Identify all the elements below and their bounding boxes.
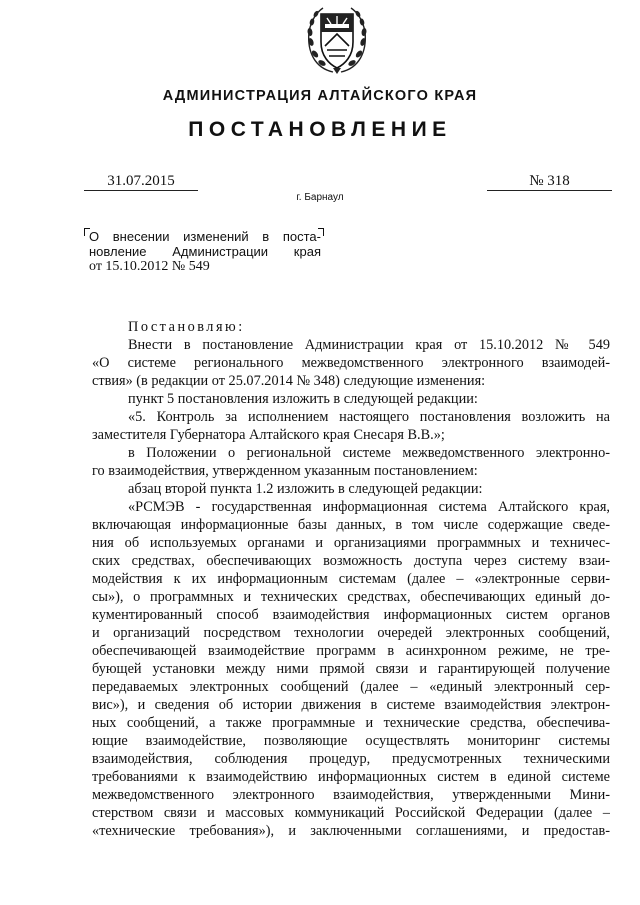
body-line: заместителя Губернатора Алтайского края Снесаря В.В.»;: [92, 427, 445, 444]
body-line: и организаций посредством технологии очередей электронных сообщений,: [92, 625, 610, 642]
body-line: «РСМЭВ - государственная информационная система Алтайского края,: [128, 499, 610, 516]
body-line: абзац второй пункта 1.2 изложить в следующей редакции:: [128, 481, 483, 498]
body-line: ющие взаимодействие, позволяющие осуществлять мониторинг системы: [92, 733, 610, 750]
body-line: Внести в постановление Администрации края от 15.10.2012 № 549: [128, 337, 610, 354]
subject-line: О внесении изменений в поста-: [89, 229, 321, 244]
body-line: го взаимодействия, утвержденном указанным постановлением:: [92, 463, 478, 480]
document-type: ПОСТАНОВЛЕНИЕ: [188, 118, 452, 141]
body-line: модействия к их информационным системам (далее – «электронные серви-: [92, 571, 610, 588]
body-line: включающая информационные базы данных, в том числе содержащие сведе-: [92, 517, 610, 534]
body-line: Постановляю:: [128, 319, 245, 335]
altai-coat-of-arms-icon: [303, 2, 371, 76]
body-line: «О системе регионального межведомственного электронного взаимодей-: [92, 355, 610, 372]
subject-line: новление Администрации края: [89, 244, 321, 259]
body-line: передаваемых электронных сообщений (далее – «единый электронный сер-: [92, 679, 610, 696]
body-line: требованиями к взаимодействию информационных систем в единой системе: [92, 769, 610, 786]
body-line: ских средствах, обеспечивающих возможность доступа через систему взаи-: [92, 553, 610, 570]
body-line: межведомственного электронного взаимодействия, утвержденными Мини-: [92, 787, 610, 804]
organization-name: АДМИНИСТРАЦИЯ АЛТАЙСКОГО КРАЯ: [162, 88, 478, 104]
body-line: «5. Контроль за исполнением настоящего постановления возложить на: [128, 409, 610, 426]
document-subject: [89, 229, 321, 274]
subject-line: от 15.10.2012 № 549: [89, 259, 210, 274]
body-line: вис»), и сведения об истории движения в системе взаимодействия электрон-: [92, 697, 610, 714]
body-line: ния об используемых органами и организациями программных и техничес-: [92, 535, 610, 552]
body-line: взаимодействия, соблюдения процедур, предусмотренных техническими: [92, 751, 610, 768]
document-number: № 318: [487, 172, 612, 191]
body-line: ных сообщений, а также программные и технические средства, обеспечива-: [92, 715, 610, 732]
body-line: сы»), о программных и технических средствах, обеспечивающих единый до-: [92, 589, 610, 606]
body-line: обеспечивающей взаимодействие программ в асинхронном режиме, не тре-: [92, 643, 610, 660]
body-line: стерством связи и массовых коммуникаций Российской Федерации (далее –: [92, 805, 610, 822]
document-city: г. Барнаул: [296, 192, 344, 203]
body-line: бующей установки между ними прямой связи и гарантирующей получение: [92, 661, 610, 678]
body-line: ствия» (в редакции от 25.07.2014 № 348) следующие изменения:: [92, 373, 486, 390]
body-line: «технические требования»), и заключенными соглашениями, и предостав-: [92, 823, 610, 840]
body-line: кументированный способ взаимодействия информационных систем органов: [92, 607, 610, 624]
body-line: пункт 5 постановления изложить в следующей редакции:: [128, 391, 478, 408]
body-line: в Положении о региональной системе межведомственного электронно-: [128, 445, 610, 462]
document-date: 31.07.2015: [84, 172, 198, 191]
document-body: [92, 318, 610, 840]
